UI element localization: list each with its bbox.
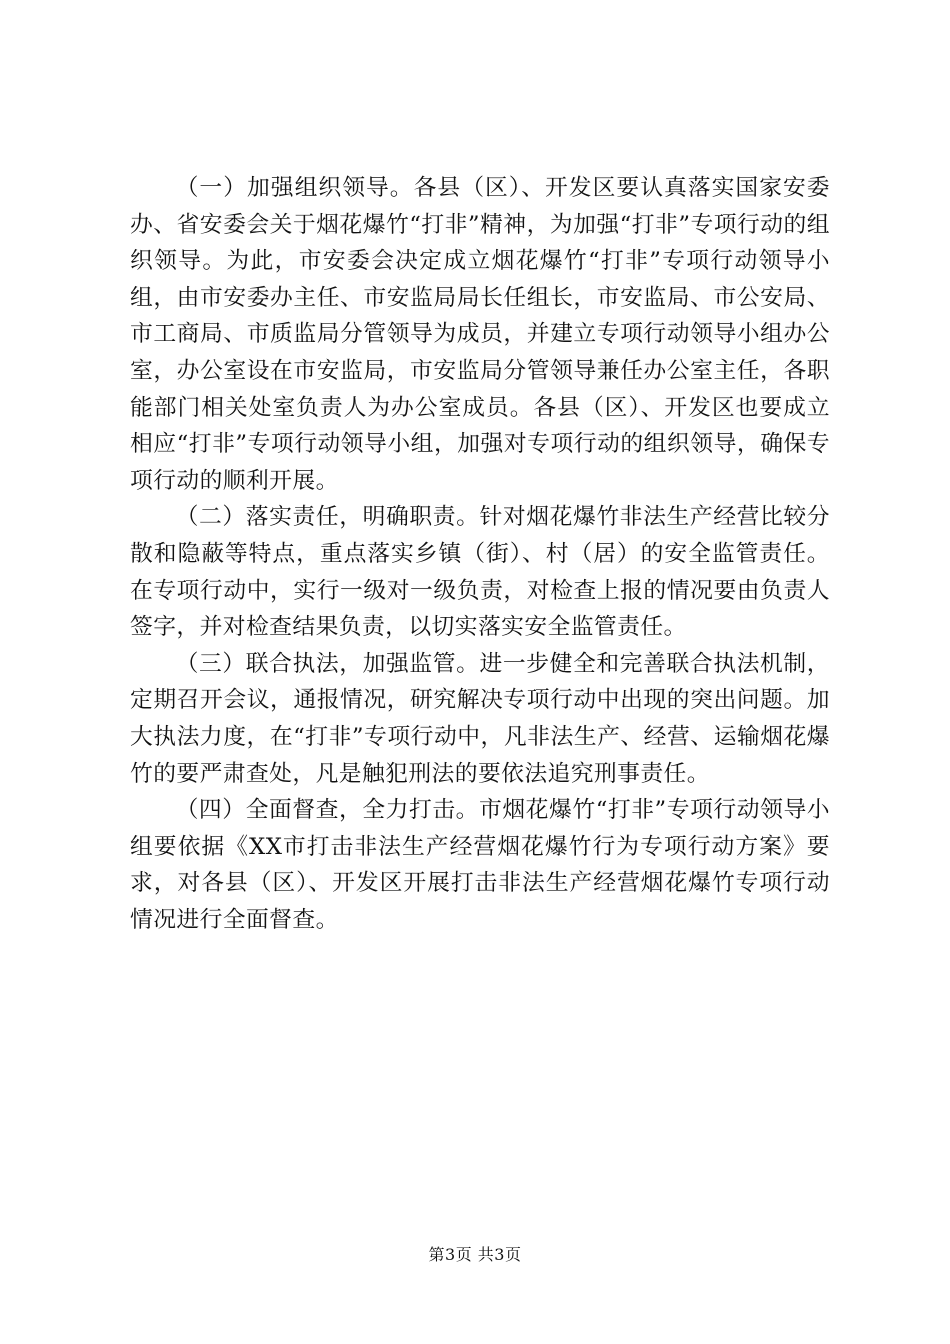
page-footer: [0, 1244, 950, 1266]
document-body: [130, 170, 830, 938]
paragraph-responsibility: （二）落实责任，明确职责。针对烟花爆竹非法生产经营比较分散和隐蔽等特点，重点落实乡镇（街）、村（居）的安全监管责任。在专项行动中，实行一级对一级负责，对检查上报的情况要由负责人签字，并对检查结果负责，以切实落实安全监管责任。: [130, 504, 830, 641]
paragraph-joint-enforcement: （三）联合执法，加强监管。进一步健全和完善联合执法机制，定期召开会议，通报情况，研究解决专项行动中出现的突出问题。加大执法力度，在“打非”专项行动中，凡非法生产、经营、运输烟花爆竹的要严肃查处，凡是触犯刑法的要依法追究刑事责任。: [130, 650, 830, 787]
paragraph-organization-leadership: （一）加强组织领导。各县（区）、开发区要认真落实国家安委办、省安委会关于烟花爆竹“打非”精神，为加强“打非”专项行动的组织领导。为此，市安委会决定成立烟花爆竹“打非”专项行动领导小组，由市安委办主任、市安监局局长任组长，市安监局、市公安局、市工商局、市质监局分管领导为成员，并建立专项行动领导小组办公室，办公室设在市安监局，市安监局分管领导兼任办公室主任，各职能部门相关处室负责人为办公室成员。各县（区）、开发区也要成立相应“打非”专项行动领导小组，加强对专项行动的组织领导，确保专项行动的顺利开展。: [130, 175, 830, 494]
page-number: 第3页: [428, 1245, 473, 1264]
page-total: 共3页: [477, 1245, 522, 1264]
paragraph-supervision: （四）全面督查，全力打击。市烟花爆竹“打非”专项行动领导小组要依据《XX市打击非法生产经营烟花爆竹行为专项行动方案》要求，对各县（区）、开发区开展打击非法生产经营烟花爆竹专项行动情况进行全面督查。: [130, 797, 830, 933]
